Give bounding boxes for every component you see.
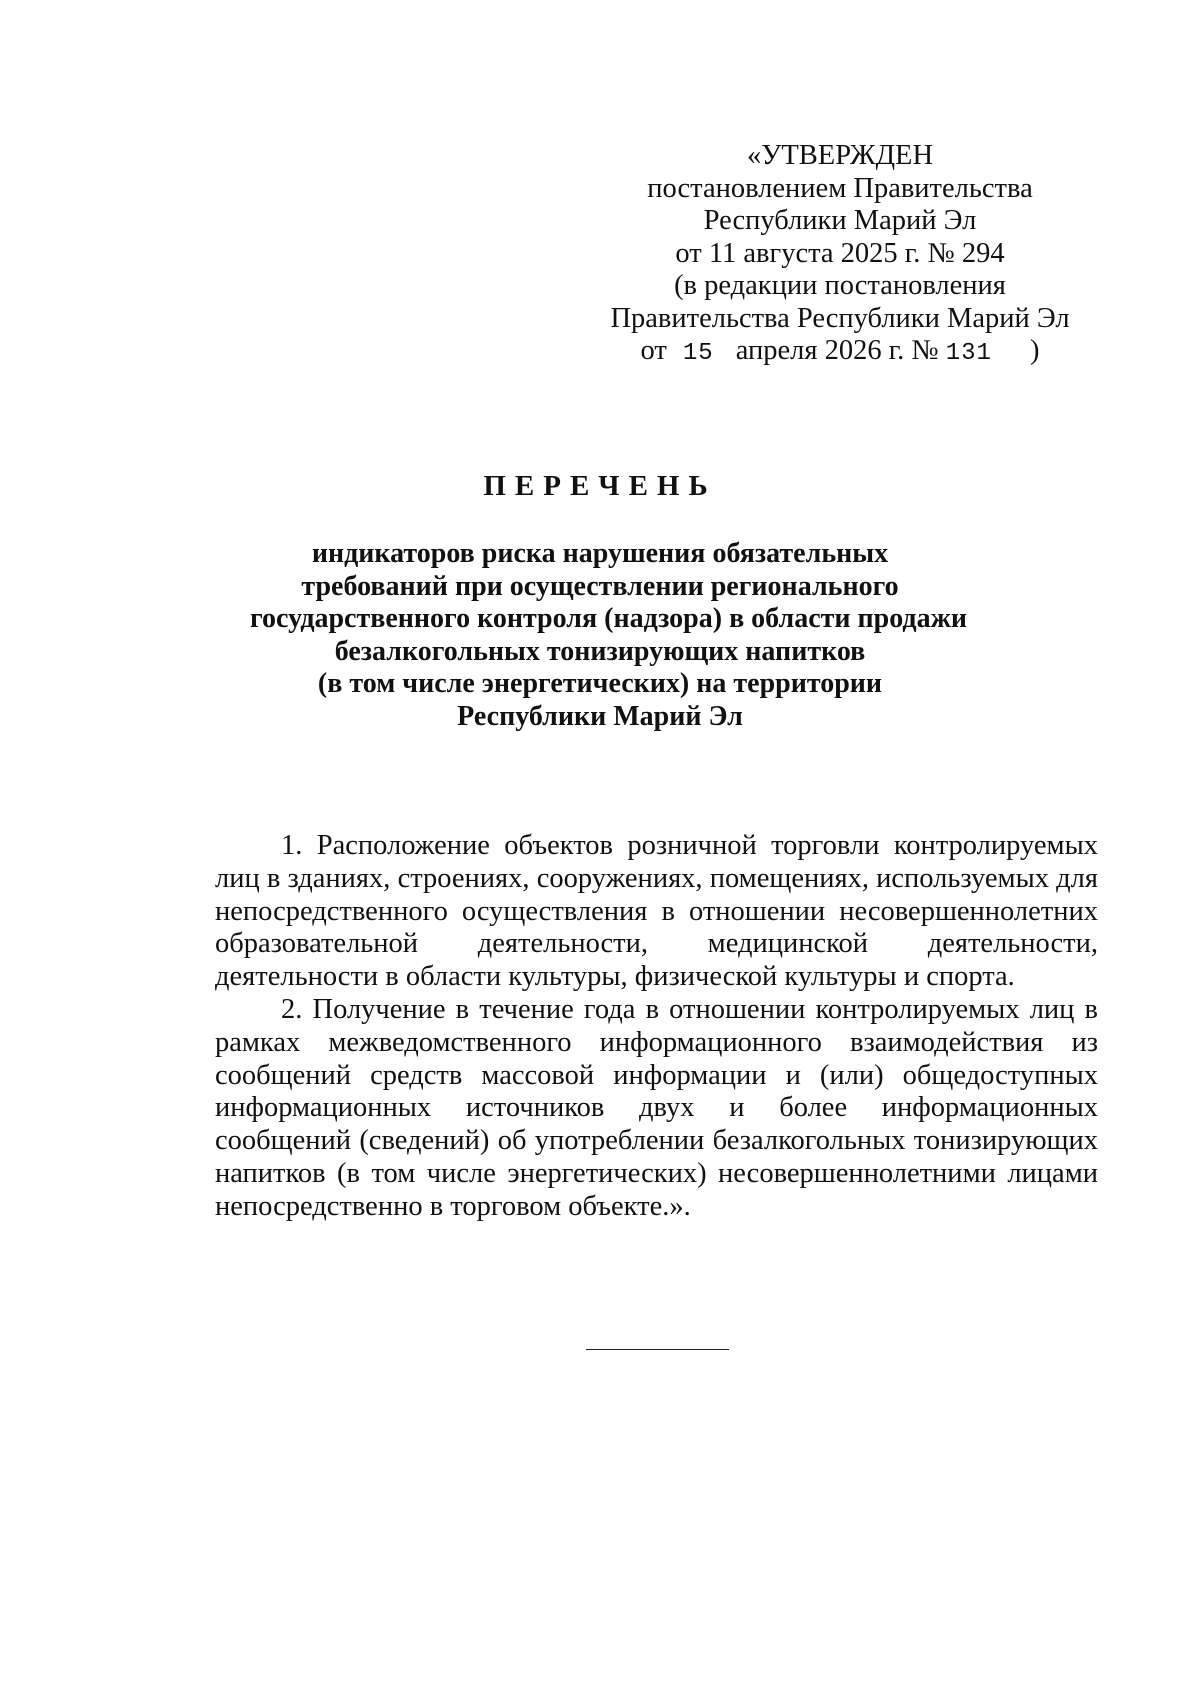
date-day: 15 — [682, 340, 714, 367]
subtitle-line: требований при осуществлении регионального — [301, 570, 899, 602]
subtitle-line: государственного контроля (надзора) в области продажи — [250, 603, 968, 635]
date-suffix: ) — [1029, 335, 1040, 366]
document-title: ПЕРЕЧЕНЬ — [483, 470, 717, 502]
approval-line: Правительства Республики Марий Эл — [610, 302, 1070, 334]
approval-original-date: от 11 августа 2025 г. № 294 — [675, 237, 1005, 269]
approval-line: Республики Марий Эл — [703, 205, 977, 236]
date-month-year: апреля 2026 г. № — [735, 335, 939, 366]
document-body — [215, 830, 1098, 1224]
date-prefix: от — [640, 335, 667, 366]
list-item: 1. Расположение объектов розничной торговли контролируемых лиц в зданиях, строениях, сооружениях, помещениях, используемых для непосредственного осуществления в отношении несовершеннолетних образовательной деятельности, медицинской деятельности, деятельности в области культуры, физической культуры и спорта. — [215, 830, 1098, 993]
list-item: 2. Получение в течение года в отношении контролируемых лиц в рамках межведомственного информационного взаимодействия из сообщений средств массовой информации и (или) общедоступных информационных источников двух и более информационных сообщений (сведений) об употреблении безалкогольных тонизирующих напитков (в том числе энергетических) несовершеннолетними лицами непосредственно в торговом объекте.». — [215, 993, 1098, 1222]
approval-heading: «УТВЕРЖДЕН — [746, 140, 934, 171]
subtitle-line: индикаторов риска нарушения обязательных — [311, 538, 889, 569]
amendment-date-line — [600, 335, 1080, 371]
subtitle-line: Республики Марий Эл — [457, 700, 743, 732]
end-divider — [586, 1349, 729, 1350]
approval-line: (в редакции постановления — [674, 270, 1006, 301]
approval-stamp — [600, 140, 1080, 371]
document-subtitle — [250, 538, 968, 734]
decree-number: 131 — [945, 340, 992, 367]
approval-line: постановлением Правительства — [647, 172, 1033, 204]
subtitle-line: (в том числе энергетических) на территории — [317, 668, 883, 700]
subtitle-line: безалкогольных тонизирующих напитков — [334, 635, 866, 667]
